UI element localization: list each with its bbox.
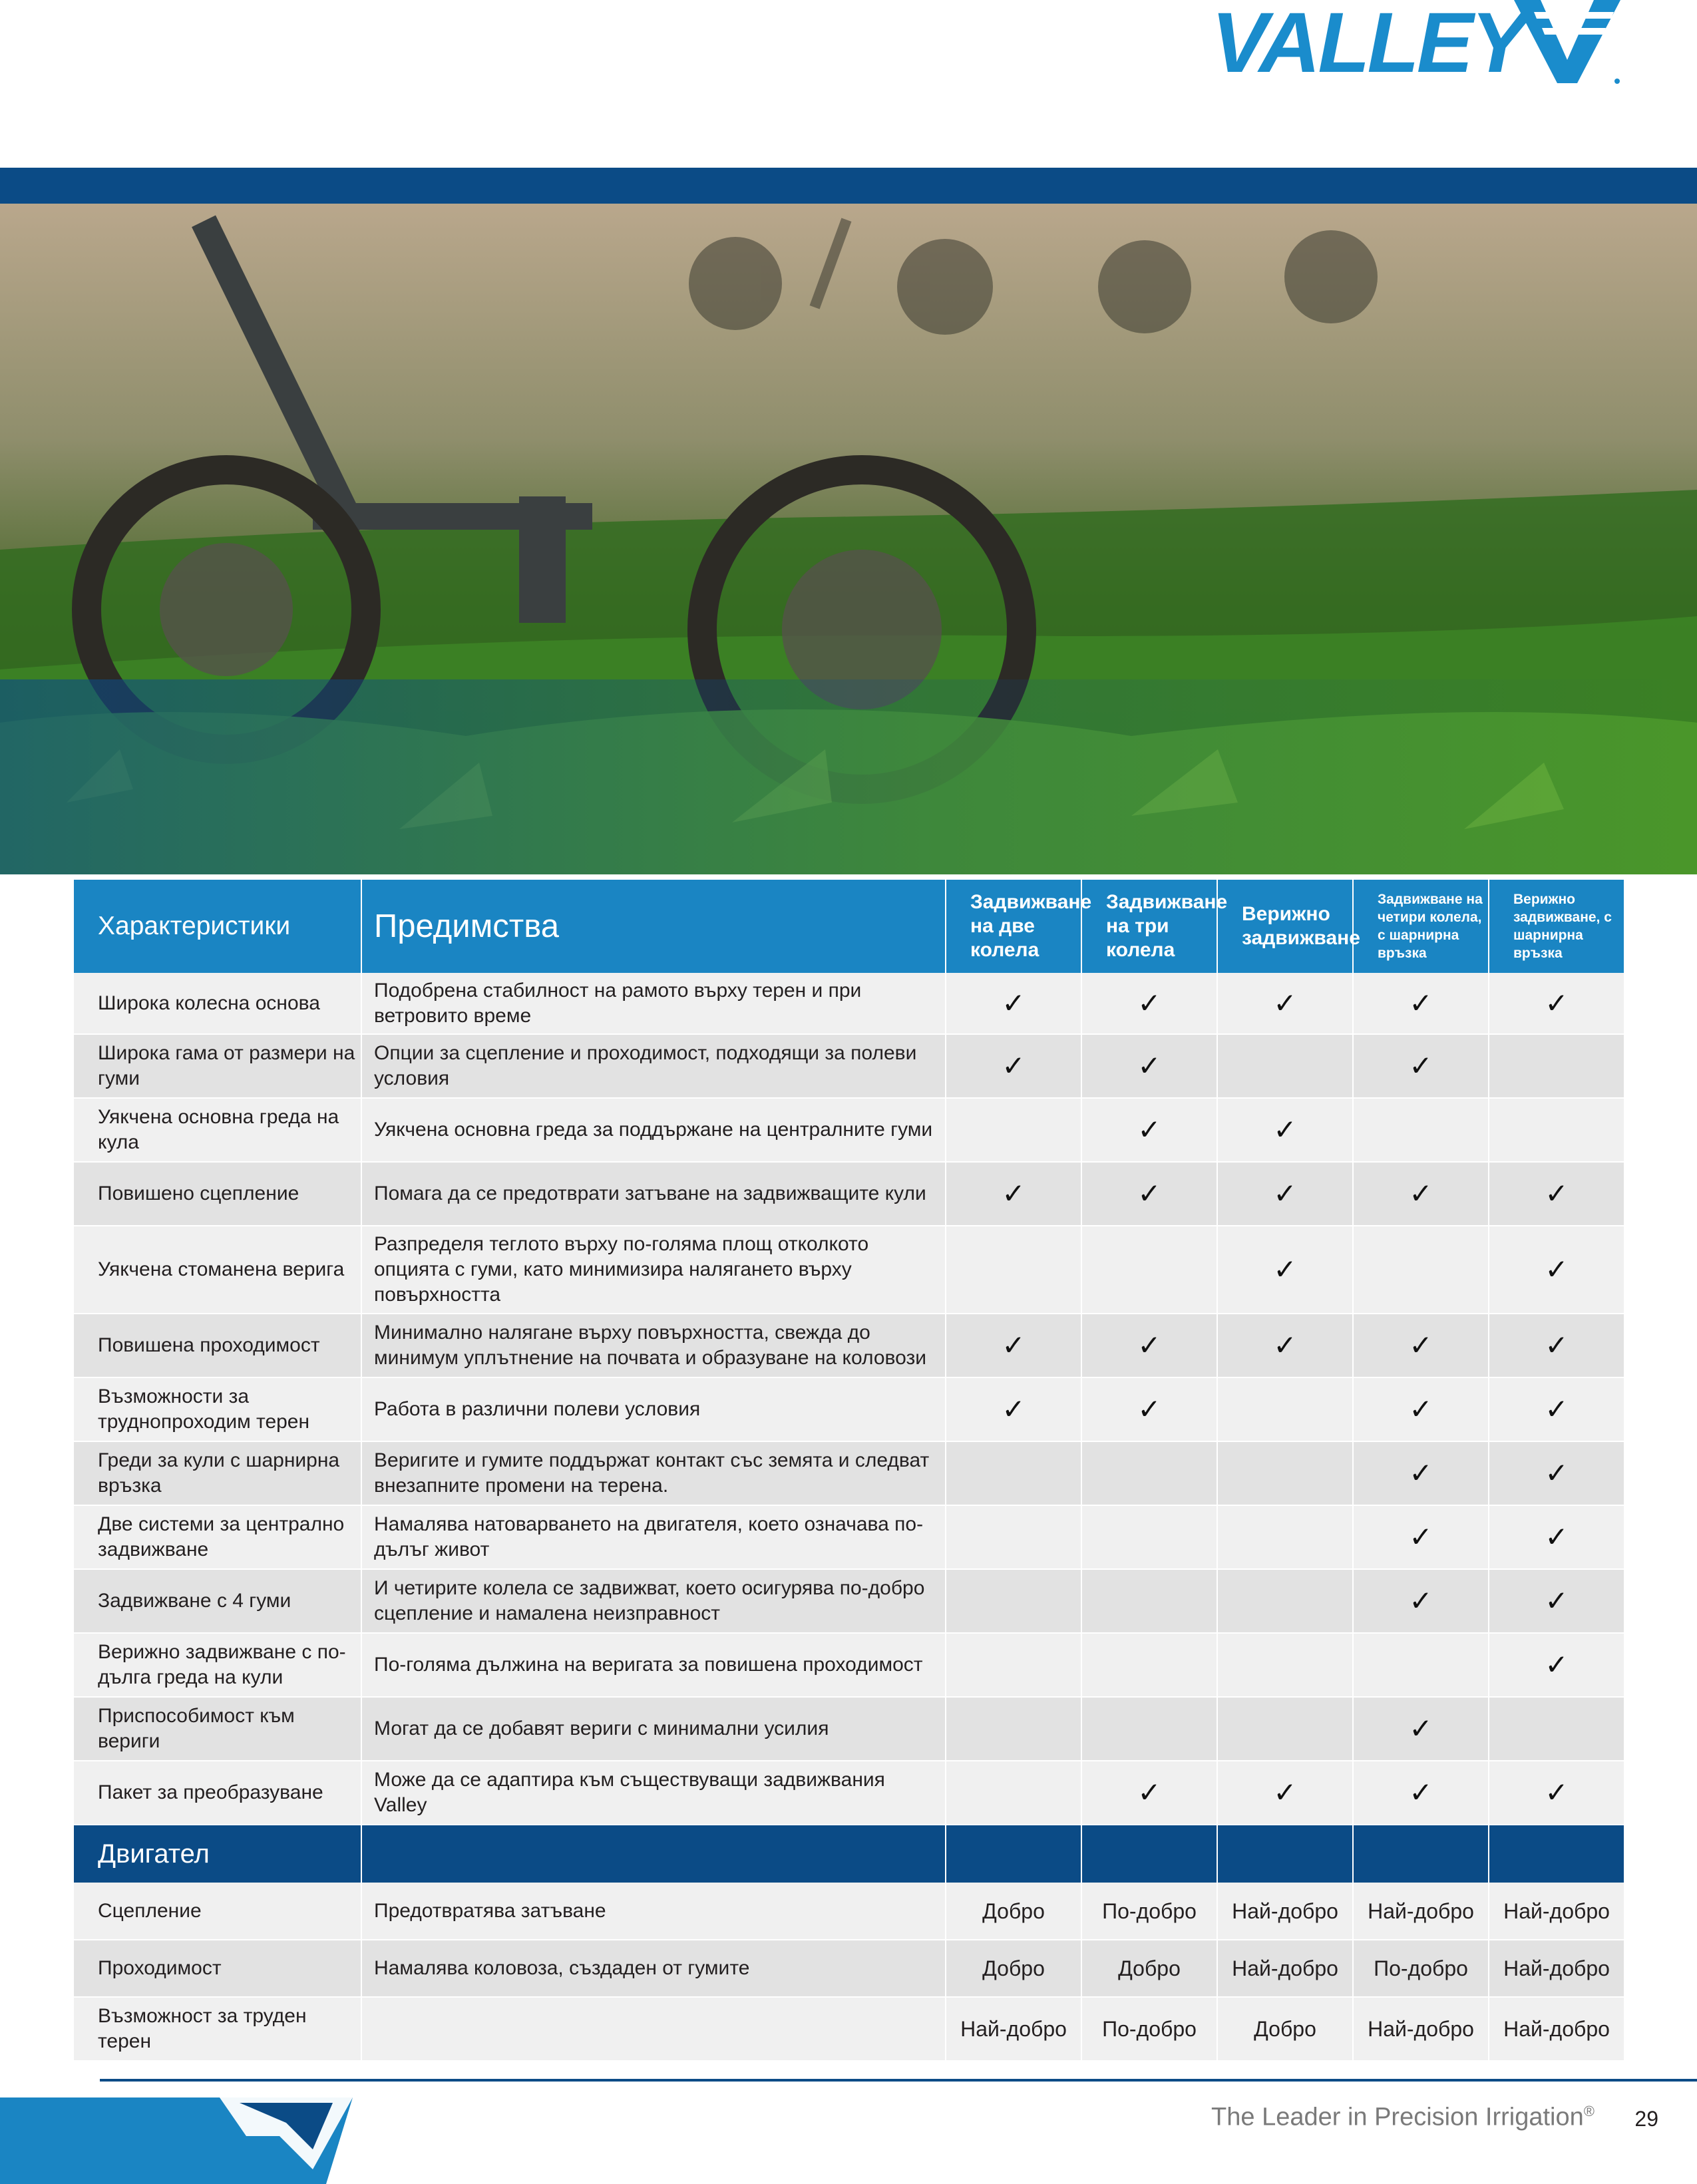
- check-mark-icon: ✓: [1489, 1441, 1624, 1505]
- feature-cell: Пакет за преобразуване: [74, 1761, 361, 1825]
- rating-cell: Добро: [946, 1940, 1081, 1997]
- empty-cell: [1081, 1569, 1217, 1633]
- empty-cell: [946, 1098, 1081, 1162]
- empty-cell: [1081, 1633, 1217, 1697]
- empty-cell: [1353, 1098, 1489, 1162]
- rating-cell: Най-добро: [946, 1997, 1081, 2061]
- benefit-cell: Могат да се добавят вериги с минимални усилия: [361, 1697, 946, 1761]
- engine-row: [74, 1883, 1624, 1940]
- benefit-cell: И четирите колела се задвижват, което осигурява по-добро сцепление и намалена неизправност: [361, 1569, 946, 1633]
- table-row: [74, 973, 1624, 1034]
- table-row: [74, 1633, 1624, 1697]
- table-row: [74, 1162, 1624, 1226]
- feature-cell: Греди за кули с шарнирна връзка: [74, 1441, 361, 1505]
- rating-cell: По-добро: [1081, 1997, 1217, 2061]
- benefit-cell: [361, 1997, 946, 2061]
- empty-cell: [1217, 1377, 1353, 1441]
- table-row: [74, 1569, 1624, 1633]
- engine-rows: [74, 1825, 1624, 2061]
- check-mark-icon: ✓: [1489, 1226, 1624, 1314]
- check-mark-icon: ✓: [1081, 1098, 1217, 1162]
- benefit-cell: Минимално налягане върху повърхността, свежда до минимум уплътнение на почвата и образуване на коловози: [361, 1314, 946, 1377]
- empty-cell: [1217, 1034, 1353, 1098]
- rating-cell: Най-добро: [1353, 1883, 1489, 1940]
- benefit-cell: По-голяма дължина на веригата за повишена проходимост: [361, 1633, 946, 1697]
- check-mark-icon: ✓: [1081, 1377, 1217, 1441]
- empty-cell: [946, 1697, 1081, 1761]
- feature-cell: Широка колесна основа: [74, 973, 361, 1034]
- check-mark-icon: ✓: [1217, 1098, 1353, 1162]
- feature-rows: [74, 973, 1624, 1825]
- empty-cell: [946, 1441, 1081, 1505]
- benefit-cell: Може да се адаптира към съществуващи задвижвания Valley: [361, 1761, 946, 1825]
- irrigation-photo-illustration: [0, 204, 1697, 874]
- feature-cell: Повишена проходимост: [74, 1314, 361, 1377]
- check-mark-icon: ✓: [1217, 1314, 1353, 1377]
- benefit-cell: Уякчена основна греда за поддържане на централните гуми: [361, 1098, 946, 1162]
- check-mark-icon: ✓: [1489, 1314, 1624, 1377]
- check-mark-icon: ✓: [946, 1162, 1081, 1226]
- check-mark-icon: ✓: [1489, 1162, 1624, 1226]
- features-comparison-table: [74, 880, 1625, 2062]
- check-mark-icon: ✓: [946, 1034, 1081, 1098]
- header-col-1: Задвижване на две колела: [946, 880, 1081, 973]
- table-row: [74, 1441, 1624, 1505]
- table-row: [74, 1314, 1624, 1377]
- check-mark-icon: ✓: [1081, 1761, 1217, 1825]
- benefit-cell: Опции за сцепление и проходимост, подходящи за полеви условия: [361, 1034, 946, 1098]
- engine-section-header: [74, 1825, 1624, 1883]
- table-row: [74, 1098, 1624, 1162]
- rating-cell: По-добро: [1353, 1940, 1489, 1997]
- empty-cell: [1353, 1633, 1489, 1697]
- check-mark-icon: ✓: [1217, 973, 1353, 1034]
- engine-row: [74, 1940, 1624, 1997]
- check-mark-icon: ✓: [946, 1314, 1081, 1377]
- check-mark-icon: ✓: [1353, 973, 1489, 1034]
- check-mark-icon: ✓: [1353, 1569, 1489, 1633]
- table-row: [74, 1697, 1624, 1761]
- empty-cell: [946, 1761, 1081, 1825]
- check-mark-icon: ✓: [1081, 1314, 1217, 1377]
- footer-rule: [100, 2079, 1697, 2082]
- trademark-symbol: ®: [1583, 2103, 1595, 2119]
- hero-photo: [0, 204, 1697, 874]
- check-mark-icon: ✓: [1489, 1633, 1624, 1697]
- empty-cell: [1217, 1697, 1353, 1761]
- check-mark-icon: ✓: [1353, 1441, 1489, 1505]
- empty-cell: [946, 1633, 1081, 1697]
- table-row: [74, 1226, 1624, 1314]
- empty-cell: [946, 1505, 1081, 1569]
- benefit-cell: Подобрена стабилност на рамото върху терен и при ветровито време: [361, 973, 946, 1034]
- feature-cell: Две системи за централно задвижване: [74, 1505, 361, 1569]
- check-mark-icon: ✓: [1353, 1162, 1489, 1226]
- empty-cell: [1489, 1034, 1624, 1098]
- feature-cell: Уякчена основна греда на кула: [74, 1098, 361, 1162]
- valley-logo: [1211, 0, 1610, 91]
- feature-cell: Уякчена стоманена верига: [74, 1226, 361, 1314]
- header-advantages: Предимства: [361, 880, 946, 973]
- benefit-cell: Предотвратява затъване: [361, 1883, 946, 1940]
- check-mark-icon: ✓: [1489, 1505, 1624, 1569]
- empty-cell: [1081, 1226, 1217, 1314]
- check-mark-icon: ✓: [1489, 973, 1624, 1034]
- feature-cell: Сцепление: [74, 1883, 361, 1940]
- benefit-cell: Работа в различни полеви условия: [361, 1377, 946, 1441]
- header-col-2: Задвижване на три колела: [1081, 880, 1217, 973]
- feature-cell: Широка гама от размери на гуми: [74, 1034, 361, 1098]
- check-mark-icon: ✓: [1217, 1162, 1353, 1226]
- empty-cell: [1353, 1226, 1489, 1314]
- check-mark-icon: ✓: [1489, 1377, 1624, 1441]
- check-mark-icon: ✓: [946, 973, 1081, 1034]
- empty-cell: [1081, 1697, 1217, 1761]
- empty-cell: [946, 1569, 1081, 1633]
- feature-cell: Проходимост: [74, 1940, 361, 1997]
- check-mark-icon: ✓: [1353, 1314, 1489, 1377]
- table-header-row: [74, 880, 1624, 973]
- table-row: [74, 1761, 1624, 1825]
- rating-cell: По-добро: [1081, 1883, 1217, 1940]
- feature-cell: Приспособимост към вериги: [74, 1697, 361, 1761]
- empty-cell: [1217, 1633, 1353, 1697]
- rating-cell: Най-добро: [1489, 1997, 1624, 2061]
- valley-v-mark-icon: [1514, 0, 1620, 87]
- check-mark-icon: ✓: [946, 1377, 1081, 1441]
- check-mark-icon: ✓: [1353, 1697, 1489, 1761]
- check-mark-icon: ✓: [1353, 1377, 1489, 1441]
- feature-cell: Повишено сцепление: [74, 1162, 361, 1226]
- rating-cell: Най-добро: [1353, 1997, 1489, 2061]
- rating-cell: Добро: [1081, 1940, 1217, 1997]
- rating-cell: Най-добро: [1217, 1883, 1353, 1940]
- table-row: [74, 1034, 1624, 1098]
- empty-cell: [1217, 1569, 1353, 1633]
- header-col-3: Верижно задвижване: [1217, 880, 1353, 973]
- header-col-5: Верижно задвижване, с шарнирна връзка: [1489, 880, 1624, 973]
- footer-tagline: [1211, 2103, 1595, 2132]
- benefit-cell: Помага да се предотврати затъване на задвижващите кули: [361, 1162, 946, 1226]
- empty-cell: [1081, 1441, 1217, 1505]
- empty-cell: [1489, 1697, 1624, 1761]
- engine-section-title: Двигател: [74, 1825, 361, 1883]
- check-mark-icon: ✓: [1353, 1505, 1489, 1569]
- feature-cell: Възможност за труден терен: [74, 1997, 361, 2061]
- check-mark-icon: ✓: [1217, 1761, 1353, 1825]
- benefit-cell: Намалява натоварването на двигателя, което означава по-дълъг живот: [361, 1505, 946, 1569]
- check-mark-icon: ✓: [1489, 1761, 1624, 1825]
- header-band: [0, 168, 1697, 204]
- table-row: [74, 1377, 1624, 1441]
- footer-v-shape-icon: [0, 2096, 353, 2184]
- rating-cell: Най-добро: [1489, 1883, 1624, 1940]
- benefit-cell: Веригите и гумите поддържат контакт със земята и следват внезапните промени на терена.: [361, 1441, 946, 1505]
- table-row: [74, 1505, 1624, 1569]
- empty-cell: [1217, 1441, 1353, 1505]
- rating-cell: Най-добро: [1217, 1940, 1353, 1997]
- rating-cell: Добро: [946, 1883, 1081, 1940]
- empty-cell: [1217, 1505, 1353, 1569]
- rating-cell: Добро: [1217, 1997, 1353, 2061]
- feature-cell: Верижно задвижване с по-дълга греда на кули: [74, 1633, 361, 1697]
- rating-cell: Най-добро: [1489, 1940, 1624, 1997]
- check-mark-icon: ✓: [1081, 1034, 1217, 1098]
- feature-cell: Възможности за труднопроходим терен: [74, 1377, 361, 1441]
- header-col-4: Задвижване на четири колела, с шарнирна връзка: [1353, 880, 1489, 973]
- feature-cell: Задвижване с 4 гуми: [74, 1569, 361, 1633]
- check-mark-icon: ✓: [1081, 1162, 1217, 1226]
- logo-wordmark: VALLEY: [1211, 0, 1525, 91]
- engine-row: [74, 1997, 1624, 2061]
- empty-cell: [946, 1226, 1081, 1314]
- check-mark-icon: ✓: [1353, 1761, 1489, 1825]
- check-mark-icon: ✓: [1489, 1569, 1624, 1633]
- check-mark-icon: ✓: [1217, 1226, 1353, 1314]
- page-number: 29: [1634, 2107, 1658, 2131]
- check-mark-icon: ✓: [1081, 973, 1217, 1034]
- benefit-cell: Разпределя теглото върху по-голяма площ отколкото опцията с гуми, като минимизира налягането върху повърхността: [361, 1226, 946, 1314]
- check-mark-icon: ✓: [1353, 1034, 1489, 1098]
- empty-cell: [1081, 1505, 1217, 1569]
- empty-cell: [1489, 1098, 1624, 1162]
- benefit-cell: Намалява коловоза, създаден от гумите: [361, 1940, 946, 1997]
- header-characteristics: Характеристики: [74, 880, 361, 973]
- tagline-text: The Leader in Precision Irrigation: [1211, 2103, 1584, 2131]
